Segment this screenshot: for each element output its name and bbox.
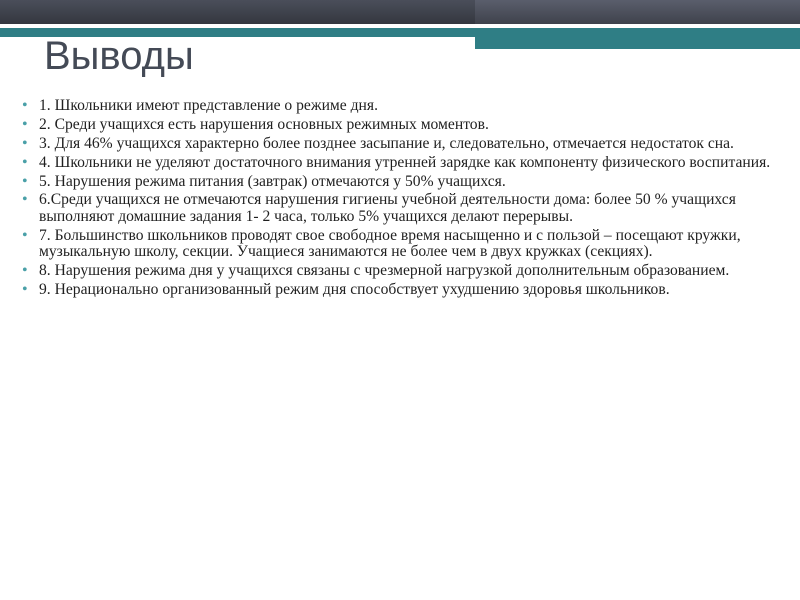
bullet-icon: • [22, 97, 28, 114]
list-item [22, 263, 792, 279]
list-item-text: 9. Нерационально организованный режим дня способствует ухудшению здоровья школьников. [39, 280, 670, 298]
bullet-icon: • [22, 191, 28, 209]
list-item [22, 136, 792, 152]
list-item [22, 192, 792, 225]
bullet-icon: • [22, 172, 28, 190]
bullet-icon: • [22, 153, 28, 171]
conclusions-list [22, 98, 792, 301]
list-item [22, 155, 792, 171]
list-item [22, 282, 792, 298]
list-item-text: 1. Школьники имеют представление о режиме дня. [39, 97, 378, 114]
list-item [22, 117, 792, 133]
list-item-text: 3. Для 46% учащихся характерно более позднее засыпание и, следовательно, отмечается недостаток сна. [39, 134, 734, 152]
bullet-icon: • [22, 226, 28, 244]
list-item [22, 98, 792, 114]
bullet-icon: • [22, 134, 28, 152]
list-item-text: 6.Среди учащихся не отмечаются нарушения гигиены учебной деятельности дома: более 50 % учащихся выполняют домашние задания 1- 2 часа, только 5% учащихся делают перерывы. [39, 191, 736, 225]
list-item-text: 4. Школьники не уделяют достаточного внимания утренней зарядке как компоненту физического воспитания. [39, 153, 771, 171]
bullet-icon: • [22, 261, 28, 279]
bullet-icon: • [22, 280, 28, 298]
list-item [22, 174, 792, 190]
list-item-text: 2. Среди учащихся есть нарушения основных режимных моментов. [39, 115, 489, 133]
list-item-text: 8. Нарушения режима дня у учащихся связаны с чрезмерной нагрузкой дополнительным образованием. [39, 261, 730, 279]
list-item [22, 228, 792, 261]
list-item-text: 7. Большинство школьников проводят свое свободное время насыщенно и с пользой – посещают кружки, музыкальную школу, секции. Учащиеся занимаются не более чем в двух кружках (секциях). [39, 226, 741, 260]
bullet-icon: • [22, 115, 28, 133]
list-item-text: 5. Нарушения режима питания (завтрак) отмечаются у 50% учащихся. [39, 172, 506, 190]
accent-stripe-tab [475, 37, 800, 49]
slide-title: Выводы [44, 34, 194, 78]
header-bar-accent [475, 0, 800, 24]
